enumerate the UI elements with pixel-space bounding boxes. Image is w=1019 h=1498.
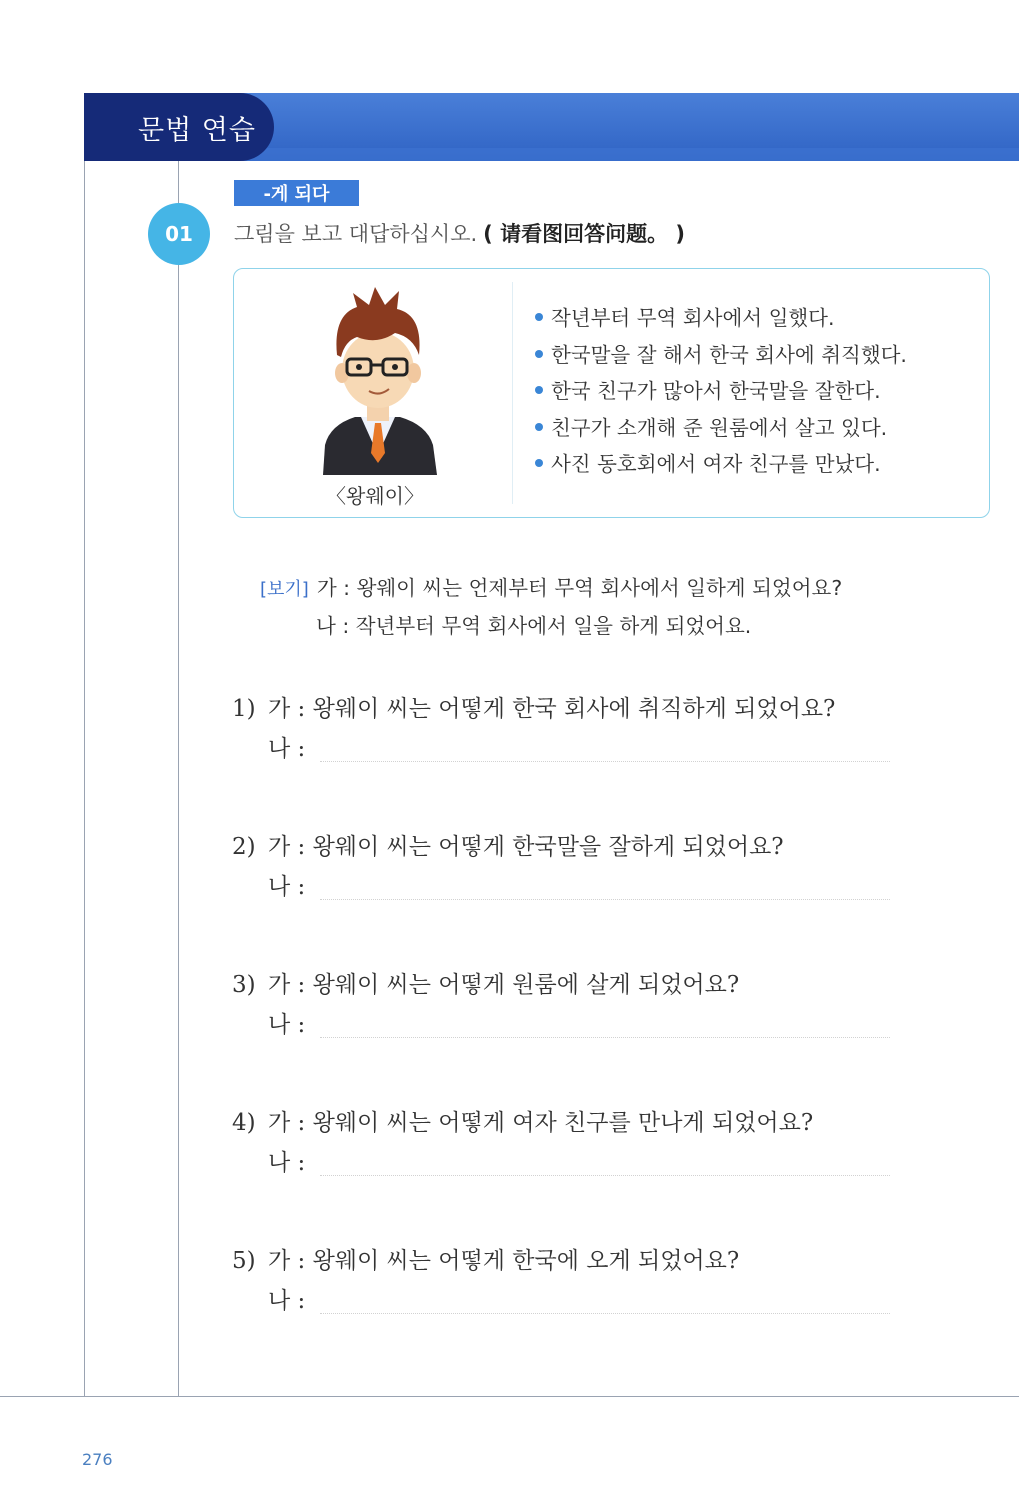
question-text: 가 : 왕웨이 씨는 어떻게 원룸에 살게 되었어요? [268,972,740,998]
question-line [232,967,912,1007]
question-item [232,1105,912,1181]
answer-line[interactable] [232,869,912,905]
answer-line[interactable] [232,1283,912,1319]
page-number: 276 [82,1450,113,1469]
fact-text: 한국 친구가 많아서 한국말을 잘한다. [551,379,881,404]
question-number: 1) [232,696,256,722]
question-number: 3) [232,972,256,998]
example-answer: 나 : 작년부터 무역 회사에서 일을 하게 되었어요. [316,614,752,638]
fact-item [535,413,907,450]
answer-blank[interactable] [320,899,890,900]
answer-label: 나 : [268,1012,306,1038]
answer-line[interactable] [232,1145,912,1181]
face [342,332,414,408]
fact-item [535,303,907,340]
answer-label: 나 : [268,1150,306,1176]
bullet-icon [535,459,543,467]
eye [356,364,362,370]
question-number: 5) [232,1248,256,1274]
info-divider [512,282,513,504]
answer-blank[interactable] [320,1037,890,1038]
exercise-number-badge: 01 [148,203,210,265]
question-item [232,1243,912,1319]
instruction-korean: 그림을 보고 대답하십시오. [234,222,478,246]
answer-blank[interactable] [320,1313,890,1314]
question-item [232,829,912,905]
answer-label: 나 : [268,1288,306,1314]
margin-line [84,161,85,1396]
section-header [84,93,274,161]
fact-item [535,449,907,486]
instruction-chinese: ( 请看图回答问题。 ) [483,222,685,246]
bottom-rule [0,1396,1019,1397]
fact-text: 친구가 소개해 준 원룸에서 살고 있다. [551,415,888,440]
fact-text: 작년부터 무역 회사에서 일했다. [551,306,835,330]
fact-text: 사진 동호회에서 여자 친구를 만났다. [551,452,881,477]
bullet-icon [535,423,543,431]
question-line [232,691,912,731]
section-title: 문법 연습 [138,114,256,146]
question-number: 2) [232,834,256,860]
illustration-caption: 〈왕웨이〉 [326,484,424,508]
question-text: 가 : 왕웨이 씨는 어떻게 한국에 오게 되었어요? [268,1248,740,1274]
question-text: 가 : 왕웨이 씨는 어떻게 여자 친구를 만나게 되었어요? [268,1110,814,1136]
example-question: 가 : 왕웨이 씨는 언제부터 무역 회사에서 일하게 되었어요? [316,576,843,600]
question-line [232,1243,912,1283]
eye [392,364,398,370]
question-text: 가 : 왕웨이 씨는 어떻게 한국말을 잘하게 되었어요? [268,834,784,860]
example-block [260,572,842,648]
margin-line [178,161,179,1396]
question-item [232,691,912,767]
question-line [232,829,912,869]
fact-item [535,340,907,377]
answer-label: 나 : [268,736,306,762]
question-number: 4) [232,1110,256,1136]
fact-list [535,303,907,486]
answer-label: 나 : [268,874,306,900]
ear [407,363,421,383]
grammar-tag: -게 되다 [234,180,359,206]
bullet-icon [535,386,543,394]
question-text: 가 : 왕웨이 씨는 어떻게 한국 회사에 취직하게 되었어요? [268,696,836,722]
example-tag: [보기] [260,579,309,600]
example-question-row [260,572,842,610]
bullet-icon [535,350,543,358]
example-answer-row [260,610,842,648]
fact-item [535,376,907,413]
fact-text: 한국말을 잘 해서 한국 회사에 취직했다. [551,342,907,367]
answer-line[interactable] [232,731,912,767]
character-illustration [295,285,460,475]
answer-blank[interactable] [320,1175,890,1176]
question-item [232,967,912,1043]
instruction [234,218,685,248]
bullet-icon [535,313,543,321]
answer-blank[interactable] [320,761,890,762]
answer-line[interactable] [232,1007,912,1043]
question-line [232,1105,912,1145]
